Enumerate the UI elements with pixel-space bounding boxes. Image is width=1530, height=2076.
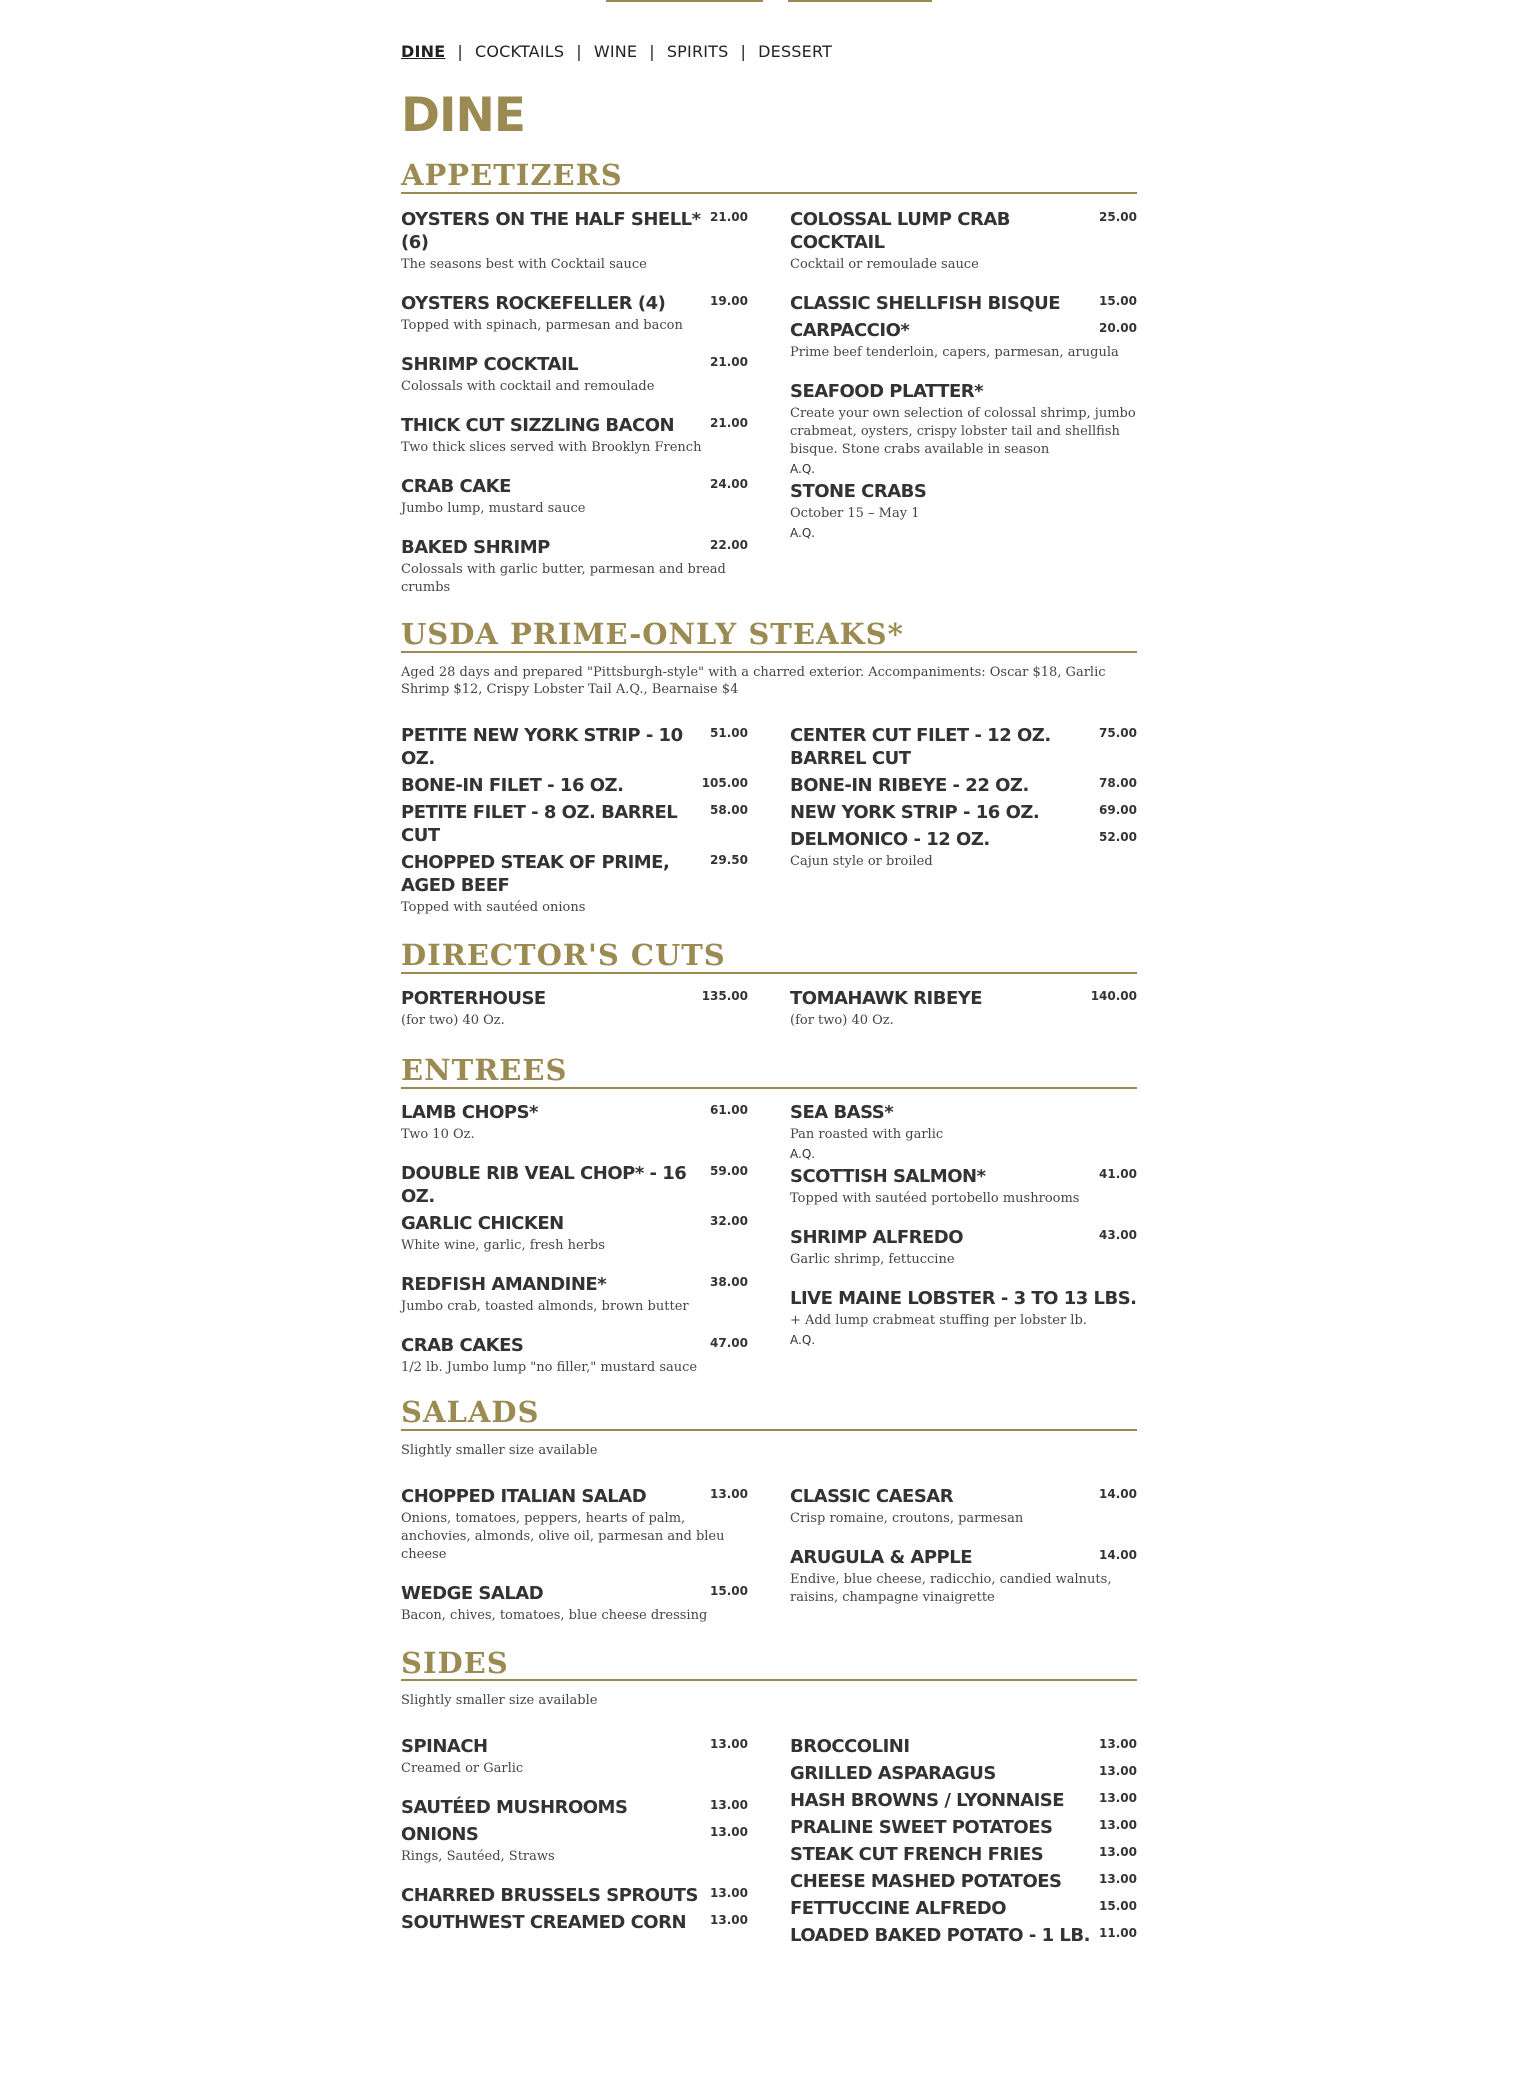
- menu-item-header: [790, 1789, 1137, 1812]
- menu-item-name: SPINACH: [401, 1736, 488, 1758]
- menu-item-description: Topped with sautéed onions: [401, 899, 586, 915]
- menu-item-name: SHRIMP ALFREDO: [790, 1226, 964, 1248]
- menu-item-name: WEDGE SALAD: [401, 1582, 544, 1604]
- nav-spirits[interactable]: SPIRITS: [666, 41, 729, 61]
- menu-item-header: [401, 536, 748, 559]
- section-columns: [401, 208, 1137, 597]
- left-column: [401, 208, 748, 597]
- menu-item-header: [790, 1897, 1137, 1920]
- menu-item-price: 14.00: [1099, 1547, 1137, 1562]
- menu-item-description: Rings, Sautéed, Straws: [401, 1849, 555, 1865]
- menu-item-price: 21.00: [710, 415, 748, 430]
- menu-item-price: 13.00: [710, 1913, 748, 1928]
- menu-item-price: 15.00: [710, 1583, 748, 1598]
- menu-item: [790, 1924, 1137, 1947]
- nav-dine[interactable]: DINE: [401, 41, 446, 61]
- menu-item-name: PETITE FILET - 8 OZ. BARREL CUT: [401, 801, 678, 846]
- menu-item: [401, 774, 748, 797]
- menu-content: [401, 38, 1137, 1947]
- menu-section: [401, 1645, 1137, 1948]
- menu-item-name: BONE-IN RIBEYE - 22 OZ.: [790, 774, 1029, 796]
- menu-item-name: SEAFOOD PLATTER*: [790, 380, 984, 402]
- menu-item-description: Create your own selection of colossal shrimp, jumbo crabmeat, oysters, crispy lobster tail and shellfish bisque. Stone crabs available in season: [790, 405, 1136, 457]
- menu-item-description: Bacon, chives, tomatoes, blue cheese dressing: [401, 1607, 708, 1623]
- menu-item: [401, 1884, 748, 1907]
- menu-item: [401, 353, 748, 396]
- menu-item-header: [790, 987, 1137, 1010]
- menu-item: [790, 724, 1137, 770]
- menu-item-description: (for two) 40 Oz.: [790, 1012, 894, 1028]
- menu-item: [790, 774, 1137, 797]
- menu-item-price: 15.00: [1099, 293, 1137, 308]
- menu-item-header: [401, 1485, 748, 1508]
- menu-item: [401, 208, 748, 274]
- menu-item-header: [790, 1546, 1137, 1569]
- right-column: [790, 724, 1137, 917]
- menu-item-price: 13.00: [1099, 1818, 1137, 1833]
- right-column: [790, 987, 1137, 1030]
- section-title: ENTREES: [401, 1055, 1137, 1089]
- left-column: [401, 724, 748, 917]
- menu-item-name: GARLIC CHICKEN: [401, 1212, 564, 1234]
- menu-item-header: [790, 292, 1137, 315]
- menu-item-name: CLASSIC SHELLFISH BISQUE: [790, 292, 1061, 314]
- menu-item-header: [790, 380, 1137, 403]
- menu-item-price: 47.00: [710, 1335, 748, 1350]
- menu-item-name: CRAB CAKES: [401, 1334, 524, 1356]
- menu-item-name: LAMB CHOPS*: [401, 1101, 538, 1123]
- menu-item: [401, 1582, 748, 1625]
- menu-item-header: [790, 1287, 1137, 1310]
- menu-item-description: Two thick slices served with Brooklyn French: [401, 439, 702, 455]
- menu-item-header: [790, 1762, 1137, 1785]
- menu-item: [790, 1287, 1137, 1347]
- menu-item-header: [790, 774, 1137, 797]
- menu-item: [401, 1911, 748, 1934]
- menu-item-price: 13.00: [710, 1737, 748, 1752]
- menu-item-price: 24.00: [710, 476, 748, 491]
- left-column: [401, 1485, 748, 1625]
- nav-separator: |: [740, 41, 747, 61]
- section-title: SALADS: [401, 1397, 1137, 1431]
- menu-item-name: CHEESE MASHED POTATOES: [790, 1871, 1062, 1893]
- menu-item: [401, 475, 748, 518]
- menu-item-price: 13.00: [1099, 1845, 1137, 1860]
- menu-item: [790, 1735, 1137, 1758]
- menu-item-name: SOUTHWEST CREAMED CORN: [401, 1912, 687, 1934]
- menu-item: [790, 1789, 1137, 1812]
- menu-item-name: HASH BROWNS / LYONNAISE: [790, 1790, 1065, 1812]
- menu-item: [401, 801, 748, 847]
- left-column: [401, 1735, 748, 1947]
- menu-item-price: 41.00: [1099, 1166, 1137, 1181]
- menu-item-name: PRALINE SWEET POTATOES: [790, 1817, 1053, 1839]
- menu-item-name: CENTER CUT FILET - 12 OZ. BARREL CUT: [790, 724, 1051, 769]
- menu-item-name: STEAK CUT FRENCH FRIES: [790, 1844, 1044, 1866]
- menu-item-name: STONE CRABS: [790, 480, 927, 502]
- menu-item-price: 105.00: [701, 775, 748, 790]
- top-decorative-bars: [0, 0, 1530, 2]
- section-title: USDA PRIME-ONLY STEAKS*: [401, 619, 1137, 653]
- menu-item-description: Colossals with cocktail and remoulade: [401, 378, 655, 394]
- menu-item-description: Jumbo lump, mustard sauce: [401, 500, 586, 516]
- menu-item-price: 13.00: [1099, 1764, 1137, 1779]
- menu-item-name: PETITE NEW YORK STRIP - 10 OZ.: [401, 724, 683, 769]
- section-description: Slightly smaller size available: [401, 1442, 598, 1458]
- menu-item-price: 13.00: [1099, 1791, 1137, 1806]
- menu-item: [790, 1897, 1137, 1920]
- menu-item-description: Jumbo crab, toasted almonds, brown butter: [401, 1298, 689, 1314]
- menu-item: [401, 1212, 748, 1255]
- page-title: DINE: [401, 88, 525, 143]
- menu-item-description: Pan roasted with garlic: [790, 1126, 944, 1142]
- menu-item-header: [401, 208, 748, 254]
- right-column: [790, 208, 1137, 597]
- menu-item-description: Topped with spinach, parmesan and bacon: [401, 317, 683, 333]
- menu-item-name: LIVE MAINE LOBSTER - 3 TO 13 LBS.: [790, 1287, 1137, 1309]
- menu-item-description: Two 10 Oz.: [401, 1126, 475, 1142]
- menu-item-price: 13.00: [1099, 1737, 1137, 1752]
- menu-item-market-price: A.Q.: [790, 1146, 816, 1161]
- menu-item-name: NEW YORK STRIP - 16 OZ.: [790, 801, 1040, 823]
- section-columns: [401, 987, 1137, 1030]
- menu-item: [790, 208, 1137, 274]
- menu-nav: [401, 38, 1137, 64]
- menu-sections: [401, 160, 1137, 1947]
- menu-item-header: [790, 1165, 1137, 1188]
- menu-item: [401, 1334, 748, 1377]
- menu-item: [790, 1843, 1137, 1866]
- menu-item-header: [401, 1823, 748, 1846]
- menu-item-header: [401, 1796, 748, 1819]
- right-column: [790, 1101, 1137, 1377]
- menu-item: [790, 1226, 1137, 1269]
- right-column: [790, 1485, 1137, 1625]
- section-columns: [401, 1735, 1137, 1947]
- menu-item-price: 43.00: [1099, 1227, 1137, 1242]
- menu-item: [401, 1735, 748, 1778]
- nav-dessert[interactable]: DESSERT: [758, 41, 833, 61]
- nav-separator: |: [576, 41, 582, 61]
- menu-item: [401, 851, 748, 917]
- menu-item-header: [790, 724, 1137, 770]
- menu-item: [790, 987, 1137, 1030]
- menu-item-description: Prime beef tenderloin, capers, parmesan, arugula: [790, 344, 1119, 360]
- menu-item-name: SAUTÉED MUSHROOMS: [401, 1797, 628, 1819]
- menu-item-description: Garlic shrimp, fettuccine: [790, 1251, 955, 1267]
- nav-wine[interactable]: WINE: [593, 41, 638, 61]
- menu-item-name: LOADED BAKED POTATO - 1 LB.: [790, 1925, 1090, 1947]
- menu-item-header: [790, 1485, 1137, 1508]
- menu-item-header: [401, 851, 748, 897]
- menu-item-header: [790, 1101, 1137, 1124]
- menu-item-header: [790, 828, 1137, 851]
- menu-item-name: OYSTERS ON THE HALF SHELL* (6): [401, 208, 701, 253]
- menu-item: [790, 828, 1137, 871]
- menu-item-description: Crisp romaine, croutons, parmesan: [790, 1510, 1024, 1526]
- left-column: [401, 987, 748, 1030]
- menu-item-name: BROCCOLINI: [790, 1736, 910, 1758]
- menu-item: [401, 536, 748, 597]
- menu-item: [401, 414, 748, 457]
- menu-item-price: 15.00: [1099, 1899, 1137, 1914]
- menu-item-header: [790, 1870, 1137, 1893]
- menu-item: [790, 480, 1137, 540]
- right-column: [790, 1735, 1137, 1947]
- menu-item-name: FETTUCCINE ALFREDO: [790, 1898, 1007, 1920]
- menu-item-price: 13.00: [710, 1886, 748, 1901]
- section-title: DIRECTOR'S CUTS: [401, 940, 1137, 974]
- menu-item-header: [401, 1334, 748, 1357]
- menu-item: [401, 1485, 748, 1564]
- menu-item-price: 21.00: [710, 354, 748, 369]
- nav-separator: |: [457, 41, 463, 61]
- menu-item-header: [401, 1273, 748, 1296]
- menu-item-price: 58.00: [710, 802, 748, 817]
- section-title: APPETIZERS: [401, 160, 1137, 194]
- section-title: SIDES: [401, 1648, 1137, 1682]
- menu-item: [401, 1101, 748, 1144]
- menu-item-description: + Add lump crabmeat stuffing per lobster lb.: [790, 1312, 1087, 1328]
- section-columns: [401, 1485, 1137, 1625]
- menu-item-name: CHARRED BRUSSELS SPROUTS: [401, 1885, 698, 1907]
- menu-item-description: Creamed or Garlic: [401, 1761, 524, 1777]
- menu-item-header: [401, 801, 748, 847]
- left-column: [401, 1101, 748, 1377]
- menu-item: [790, 1870, 1137, 1893]
- menu-item-header: [401, 1162, 748, 1208]
- menu-item-price: 13.00: [710, 1825, 748, 1840]
- menu-section: [401, 1052, 1137, 1377]
- menu-item-header: [790, 1924, 1137, 1947]
- menu-item-price: 38.00: [710, 1274, 748, 1289]
- menu-item-description: The seasons best with Cocktail sauce: [401, 256, 647, 272]
- menu-item-price: 78.00: [1099, 775, 1137, 790]
- menu-item-header: [790, 1226, 1137, 1249]
- section-columns: [401, 724, 1137, 917]
- menu-item-name: COLOSSAL LUMP CRAB COCKTAIL: [790, 208, 1010, 253]
- menu-item-name: OYSTERS ROCKEFELLER (4): [401, 292, 666, 314]
- menu-item-market-price: A.Q.: [790, 461, 816, 476]
- top-bar-left: [606, 0, 763, 2]
- menu-item: [790, 1816, 1137, 1839]
- menu-item-header: [401, 1911, 748, 1934]
- menu-item-price: 52.00: [1099, 829, 1137, 844]
- menu-item-description: Colossals with garlic butter, parmesan and bread crumbs: [401, 561, 726, 595]
- menu-item-price: 69.00: [1099, 802, 1137, 817]
- menu-section: [401, 616, 1137, 917]
- menu-item-name: BONE-IN FILET - 16 OZ.: [401, 774, 624, 796]
- menu-item-description: Cocktail or remoulade sauce: [790, 256, 979, 272]
- menu-item-price: 140.00: [1090, 988, 1137, 1003]
- menu-item-price: 14.00: [1099, 1486, 1137, 1501]
- menu-item-description: October 15 – May 1: [790, 505, 920, 521]
- menu-item-price: 29.50: [710, 852, 748, 867]
- menu-item-name: CHOPPED ITALIAN SALAD: [401, 1485, 647, 1507]
- nav-separator: |: [649, 41, 655, 61]
- menu-item: [790, 1485, 1137, 1528]
- menu-item-name: DOUBLE RIB VEAL CHOP* - 16 OZ.: [401, 1162, 687, 1207]
- menu-item: [790, 380, 1137, 476]
- nav-cocktails[interactable]: COCKTAILS: [474, 41, 565, 61]
- menu-item-header: [790, 208, 1137, 254]
- menu-item: [790, 292, 1137, 315]
- menu-item-header: [401, 414, 748, 437]
- menu-item-price: 25.00: [1099, 209, 1137, 224]
- menu-item: [790, 1165, 1137, 1208]
- menu-item-description: Topped with sautéed portobello mushrooms: [790, 1190, 1080, 1206]
- menu-section: [401, 1394, 1137, 1625]
- menu-item-name: SEA BASS*: [790, 1101, 894, 1123]
- menu-item-name: REDFISH AMANDINE*: [401, 1273, 607, 1295]
- menu-item-header: [790, 1816, 1137, 1839]
- menu-item-price: 22.00: [710, 537, 748, 552]
- menu-item-header: [401, 724, 748, 770]
- menu-item-name: ONIONS: [401, 1824, 479, 1846]
- menu-item-name: TOMAHAWK RIBEYE: [790, 987, 983, 1009]
- menu-item-header: [401, 774, 748, 797]
- menu-item: [401, 292, 748, 335]
- section-description: Aged 28 days and prepared "Pittsburgh-style" with a charred exterior. Accompaniments: Oscar $18, Garlic Shrimp $12, Crispy Lobster Tail A.Q., Bearnaise $4: [401, 664, 1106, 697]
- menu-item-description: (for two) 40 Oz.: [401, 1012, 505, 1028]
- menu-item-name: CRAB CAKE: [401, 475, 511, 497]
- menu-item: [790, 1101, 1137, 1161]
- menu-item-header: [401, 987, 748, 1010]
- menu-item-price: 20.00: [1099, 320, 1137, 335]
- menu-item-name: BAKED SHRIMP: [401, 536, 550, 558]
- menu-item-price: 61.00: [710, 1102, 748, 1117]
- menu-item-price: 135.00: [701, 988, 748, 1003]
- menu-item-name: PORTERHOUSE: [401, 987, 546, 1009]
- menu-item-name: DELMONICO - 12 OZ.: [790, 828, 990, 850]
- menu-item-price: 21.00: [710, 209, 748, 224]
- menu-item-name: ARUGULA & APPLE: [790, 1546, 973, 1568]
- menu-item-header: [790, 480, 1137, 503]
- menu-item-price: 59.00: [710, 1163, 748, 1178]
- menu-item: [401, 1796, 748, 1819]
- menu-item-price: 11.00: [1099, 1926, 1137, 1941]
- top-bar-right: [788, 0, 932, 2]
- menu-item-name: GRILLED ASPARAGUS: [790, 1763, 996, 1785]
- menu-item-header: [790, 319, 1137, 342]
- menu-item-header: [401, 1582, 748, 1605]
- menu-item: [790, 1546, 1137, 1607]
- menu-item-price: 75.00: [1099, 725, 1137, 740]
- menu-item-description: Endive, blue cheese, radicchio, candied walnuts, raisins, champagne vinaigrette: [790, 1571, 1112, 1605]
- menu-item: [401, 1273, 748, 1316]
- menu-item-header: [401, 1212, 748, 1235]
- menu-item-header: [790, 801, 1137, 824]
- menu-item-header: [790, 1735, 1137, 1758]
- menu-item-description: White wine, garlic, fresh herbs: [401, 1237, 605, 1253]
- menu-item: [401, 1162, 748, 1208]
- menu-item-header: [401, 292, 748, 315]
- menu-item: [401, 724, 748, 770]
- menu-item-name: CHOPPED STEAK OF PRIME, AGED BEEF: [401, 851, 670, 896]
- menu-item: [401, 1823, 748, 1866]
- menu-item-price: 32.00: [710, 1213, 748, 1228]
- menu-item-header: [401, 1101, 748, 1124]
- menu-item-description: 1/2 lb. Jumbo lump "no filler," mustard sauce: [401, 1359, 698, 1375]
- section-columns: [401, 1101, 1137, 1377]
- menu-item-header: [401, 1884, 748, 1907]
- menu-item-price: 13.00: [710, 1486, 748, 1501]
- menu-item-name: CARPACCIO*: [790, 319, 910, 341]
- menu-item: [790, 319, 1137, 362]
- menu-item-price: 19.00: [710, 293, 748, 308]
- menu-item-name: SCOTTISH SALMON*: [790, 1165, 986, 1187]
- menu-item-name: CLASSIC CAESAR: [790, 1485, 954, 1507]
- menu-item-name: THICK CUT SIZZLING BACON: [401, 414, 675, 436]
- section-description: Slightly smaller size available: [401, 1693, 598, 1709]
- menu-item-description: Onions, tomatoes, peppers, hearts of palm, anchovies, almonds, olive oil, parmesan and bleu cheese: [401, 1510, 725, 1562]
- menu-item: [790, 1762, 1137, 1785]
- menu-item: [401, 987, 748, 1030]
- menu-section: [401, 160, 1137, 597]
- menu-item-description: Cajun style or broiled: [790, 853, 933, 869]
- menu-section: [401, 937, 1137, 1030]
- menu-item-header: [401, 353, 748, 376]
- menu-item-market-price: A.Q.: [790, 1332, 816, 1347]
- menu-item-header: [401, 1735, 748, 1758]
- menu-item-price: 51.00: [710, 725, 748, 740]
- menu-item: [790, 801, 1137, 824]
- menu-item-price: 13.00: [1099, 1872, 1137, 1887]
- menu-item-name: SHRIMP COCKTAIL: [401, 353, 579, 375]
- menu-item-market-price: A.Q.: [790, 525, 816, 540]
- menu-item-header: [790, 1843, 1137, 1866]
- menu-item-price: 13.00: [710, 1798, 748, 1813]
- menu-item-header: [401, 475, 748, 498]
